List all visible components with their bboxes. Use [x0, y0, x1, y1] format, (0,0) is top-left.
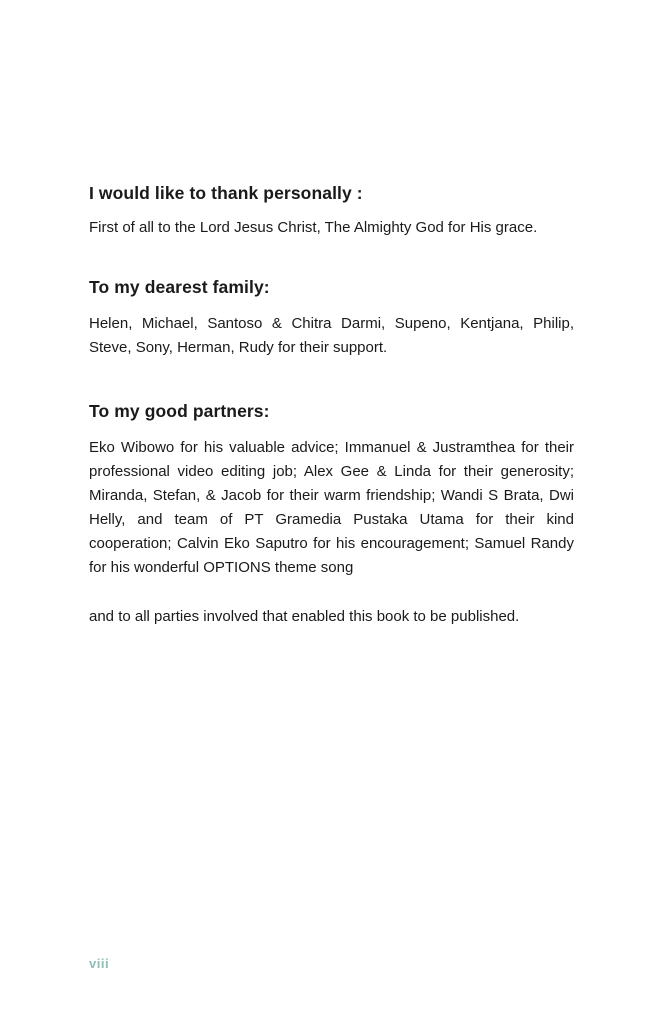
page-number: viii [89, 956, 110, 971]
closing-paragraph: and to all parties involved that enabled this book to be published. [89, 608, 520, 625]
thanks-heading: I would like to thank personally : [89, 183, 363, 203]
family-section [89, 272, 574, 360]
partners-paragraph: Eko Wibowo for his valuable advice; Immanuel & Justramthea for their professional video editing job; Alex Gee & Linda for their generosity; Miranda, Stefan, & Jacob for their warm friendship; Wandi S Brata, Dwi Helly, and team of PT Gramedia Pustaka Utama for their kind cooperation; Calvin Eko Saputro for his encouragement; Samuel Randy for his wonderful OPTIONS theme song [89, 439, 574, 576]
family-heading: To my dearest family: [89, 277, 270, 297]
partners-section [89, 396, 574, 629]
acknowledgements [89, 178, 574, 629]
partners-heading: To my good partners: [89, 401, 270, 421]
family-paragraph: Helen, Michael, Santoso & Chitra Darmi, Supeno, Kentjana, Philip, Steve, Sony, Herman, Rudy for their support. [89, 315, 574, 356]
thanks-paragraph: First of all to the Lord Jesus Christ, The Almighty God for His grace. [89, 219, 538, 236]
thanks-section [89, 178, 574, 240]
